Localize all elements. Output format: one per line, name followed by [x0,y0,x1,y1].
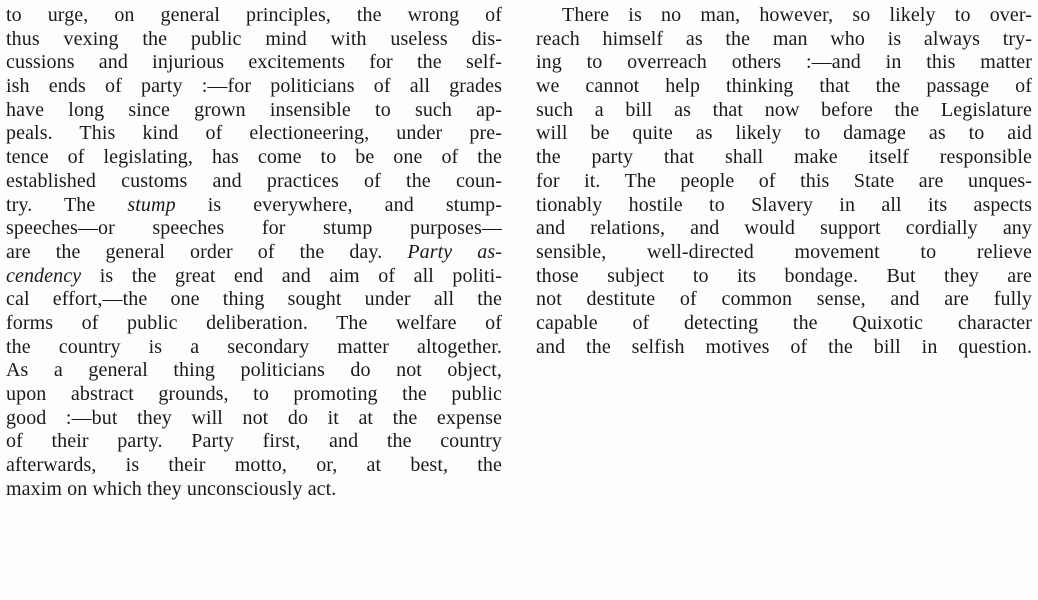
text-line: those subject to its bondage. But they are [536,264,1032,287]
text-line: we cannot help thinking that the passage of [536,75,1032,98]
text-run: are the general order of the day. [6,240,408,263]
text-line: upon abstract grounds, to promoting the public [6,383,502,405]
text-line: speeches—or speeches for stump purposes— [6,217,502,240]
text-column-right [536,4,1032,359]
text-line: will be quite as likely to damage as to aid [536,122,1032,145]
text-line: such a bill as that now before the Legislature [536,98,1032,121]
italic-text-run: Party as- [407,240,502,263]
text-line: and relations, and would support cordially any [536,217,1032,240]
text-line [6,241,502,265]
text-line: cal effort,—the one thing sought under all the [6,288,502,311]
text-line: sensible, well-directed movement to relieve [536,240,1032,263]
text-line: and the selfish motives of the bill in question. [536,335,1032,358]
text-run: try. The [6,193,128,216]
text-line: not destitute of common sense, and are fully [536,288,1032,311]
text-line: the party that shall make itself responsible [536,146,1032,169]
text-line: of their party. Party first, and the country [6,430,502,453]
text-line: the country is a secondary matter altogether. [6,335,502,358]
text-line: forms of public deliberation. The welfare of [6,311,502,334]
text-column-left [6,4,502,501]
italic-text-run: cendency [6,264,82,287]
text-line: tence of legislating, has come to be one of the [6,146,502,169]
text-line: have long since grown insensible to such ap- [6,98,502,121]
text-line: reach himself as the man who is always try- [536,27,1032,50]
text-line: ing to overreach others :—and in this matter [536,51,1032,74]
text-line [6,194,502,218]
text-line: capable of detecting the Quixotic character [536,311,1032,334]
text-line [6,265,502,289]
paragraph-first-line: There is no man, however, so likely to over- [562,4,1032,26]
text-line: maxim on which they unconsciously act. [6,477,337,500]
text-line: As a general thing politicians do not object, [6,359,502,382]
text-line: to urge, on general principles, the wrong of [6,4,502,26]
text-line: cussions and injurious excitements for the self- [6,51,502,74]
italic-text-run: stump [127,193,176,216]
text-line: thus vexing the public mind with useless dis- [6,27,502,50]
text-line: afterwards, is their motto, or, at best, the [6,454,502,477]
text-line: good :—but they will not do it at the expense [6,406,502,429]
text-line: tionably hostile to Slavery in all its aspects [536,193,1032,216]
text-line: established customs and practices of the coun- [6,169,502,192]
text-line: peals. This kind of electioneering, under pre- [6,122,502,145]
text-run: is everywhere, and stump- [175,193,502,216]
text-run: is the great end and aim of all politi- [81,264,502,287]
text-line: for it. The people of this State are unques- [536,169,1032,192]
text-line: ish ends of party :—for politicians of all grades [6,75,502,98]
